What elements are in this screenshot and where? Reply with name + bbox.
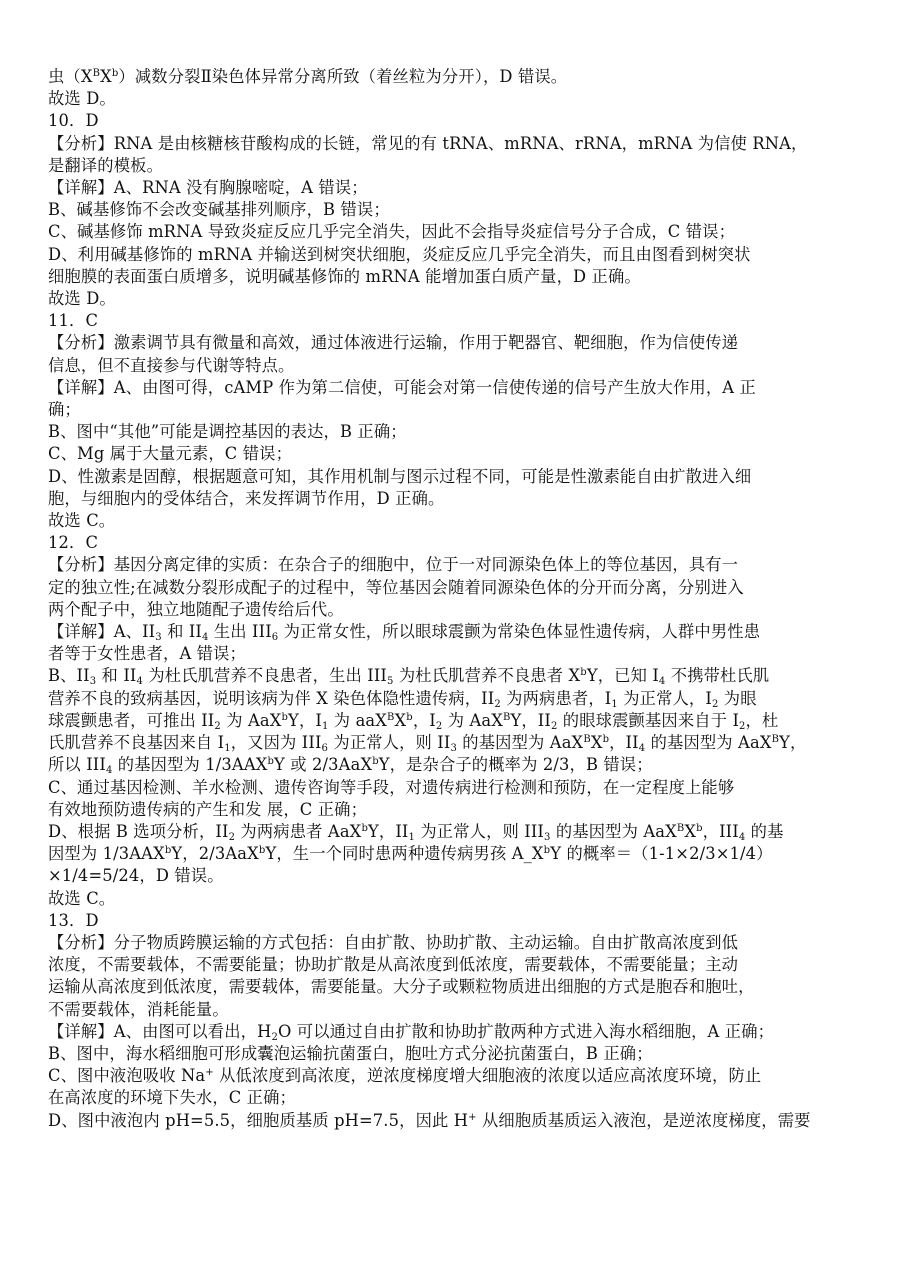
text-line: B、图中“其他”可能是调控基因的表达，B 正确； [48, 422, 407, 442]
text-line: 【详解】A、由图可得，cAMP 作为第二信使，可能会对第一信使传递的信号产生放大作用，A 正 [48, 377, 756, 397]
text-line: 所以 $III_4$ 的基因型为 1/3AAX$^b$Y 或 2/3AaX$^b$Y，是杂合子的概率为 2/3，B 错误； [48, 755, 653, 777]
text-line: 故选 C。 [48, 511, 116, 531]
text-line: 运输从高浓度到低浓度，需要载体，需要能量。大分子或颗粒物质进出细胞的方式是胞吞和胞吐， [48, 977, 755, 997]
text-line: 【详解】A、RNA 没有胸腺嘧啶，A 错误； [48, 178, 368, 198]
text-line: C、通过基因检测、羊水检测、遗传咨询等手段，对遗传病进行检测和预防，在一定程度上能够 [48, 777, 735, 797]
text-line: 确； [48, 400, 81, 420]
text-line: 10．D [48, 111, 99, 131]
text-line: 【分析】激素调节具有微量和高效，通过体液进行运输，作用于靶器官、靶细胞，作为信使传递 [48, 333, 739, 353]
text-line: 12．C [48, 533, 99, 553]
text-line: 信息，但不直接参与代谢等特点。 [48, 355, 295, 375]
text-line: 【分析】基因分离定律的实质：在杂合子的细胞中，位于一对同源染色体上的等位基因，具有一 [48, 555, 739, 575]
text-line: 虫$(X^BX^b)$减数分裂Ⅱ染色体异常分离所致（着丝粒为分开），D 错误。 [48, 67, 568, 86]
text-line: 者等于女性患者，A 错误； [48, 644, 246, 664]
text-line: C、碱基修饰 mRNA 导致炎症反应几乎完全消失，因此不会指导炎症信号分子合成，C 错误； [48, 222, 736, 242]
text-line: 氏肌营养不良基因来自 $I_1$，又因为 $III_6$ 为正常人，则 $II_3$ 的基因型为 $AaX^BX^b$，$II_4$ 的基因型为 AaX$^B$Y， [48, 733, 807, 755]
text-line: 【详解】A、由图可以看出，$H_2O$ 可以通过自由扩散和协助扩散两种方式进入海水稻细胞，A 正确； [48, 1021, 775, 1043]
text-line: 故选 D。 [48, 289, 116, 309]
text-line: 定的独立性;在减数分裂形成配子的过程中，等位基因会随着同源染色体的分开而分离，分别进入 [48, 577, 744, 597]
text-line: D、利用碱基修饰的 mRNA 并输送到树突状细胞，炎症反应几乎完全消失，而且由图看到树突状 [48, 244, 751, 264]
text-line: 球震颤患者，可推出 $II_2$ 为 AaX$^b$Y，$I_1$ 为 $aaX^BX^b$，$I_2$ 为 AaX$^B$Y，$II_2$ 的眼球震颤基因来自于 $I_2$，杜 [48, 710, 779, 732]
text-line: 两个配子中，独立地随配子遗传给后代。 [48, 599, 344, 619]
text-line: D、根据 B 选项分析，$II_2$ 为两病患者 AaX$^b$Y，$II_1$ 为正常人，则 $III_3$ 的基因型为 $AaX^BX^b$，$III_4$ 的基 [48, 821, 784, 843]
text-line: 故选 D。 [48, 89, 116, 109]
text-line: B、$II_3$ 和 $II_4$ 为杜氏肌营养不良患者，生出 $III_5$ 为杜氏肌营养不良患者 $X^bY$，已知 $I_4$ 不携带杜氏肌 [48, 666, 770, 688]
text-line: 在高浓度的环境下失水，C 正确； [48, 1088, 296, 1108]
text-line: B、图中，海水稻细胞可形成囊泡运输抗菌蛋白，胞吐方式分泌抗菌蛋白，B 正确； [48, 1043, 653, 1063]
text-line: 因型为 1/3AAX$^b$Y，2/3AaX$^b$Y，生一个同时患两种遗传病男孩 $A\_X^bY$ 的概率＝（1-1×2/3×1/4） [48, 844, 773, 864]
text-line: 营养不良的致病基因，说明该病为伴 X 染色体隐性遗传病，$II_2$ 为两病患者，$I_1$ 为正常人，$I_2$ 为眼 [48, 688, 757, 710]
text-line: 细胞膜的表面蛋白质增多，说明碱基修饰的 mRNA 能增加蛋白质产量，D 正确。 [48, 266, 641, 286]
text-line: 是翻译的模板。 [48, 155, 164, 175]
text-line: ×1/4=5/24，D 错误。 [48, 866, 224, 886]
text-line: D、性激素是固醇，根据题意可知，其作用机制与图示过程不同，可能是性激素能自由扩散进入细 [48, 466, 752, 486]
text-line: 浓度，不需要载体，不需要能量；协助扩散是从高浓度到低浓度，需要载体，不需要能量；主动 [48, 955, 739, 975]
text-line: C、Mg 属于大量元素，C 错误； [48, 444, 293, 464]
text-line: 【分析】分子物质跨膜运输的方式包括：自由扩散、协助扩散、主动运输。自由扩散高浓度到低 [48, 932, 739, 952]
document-body [48, 66, 838, 1132]
text-line: 不需要载体，消耗能量。 [48, 999, 229, 1019]
text-line: 【分析】RNA 是由核糖核苷酸构成的长链，常见的有 tRNA、mRNA、rRNA，mRNA 为信使 RNA， [48, 133, 808, 153]
text-line: 13．D [48, 910, 99, 930]
text-line: C、图中液泡吸收 Na+ 从低浓度到高浓度，逆浓度梯度增大细胞液的浓度以适应高浓度环境，防止 [48, 1066, 762, 1086]
text-line: B、碱基修饰不会改变碱基排列顺序，B 错误； [48, 200, 390, 220]
text-line: 故选 C。 [48, 888, 116, 908]
text-line: 11．C [48, 311, 99, 331]
text-line: 【详解】A、$II_3$ 和 $II_4$ 生出 $III_6$ 为正常女性，所以眼球震颤为常染色体显性遗传病，人群中男性患 [48, 622, 761, 644]
text-line: 胞，与细胞内的受体结合，来发挥调节作用，D 正确。 [48, 488, 445, 508]
text-line: D、图中液泡内 pH=5.5，细胞质基质 pH=7.5，因此 H+ 从细胞质基质运入液泡，是逆浓度梯度，需要 [48, 1110, 811, 1130]
text-line: 有效地预防遗传病的产生和发 展，C 正确； [48, 799, 368, 819]
